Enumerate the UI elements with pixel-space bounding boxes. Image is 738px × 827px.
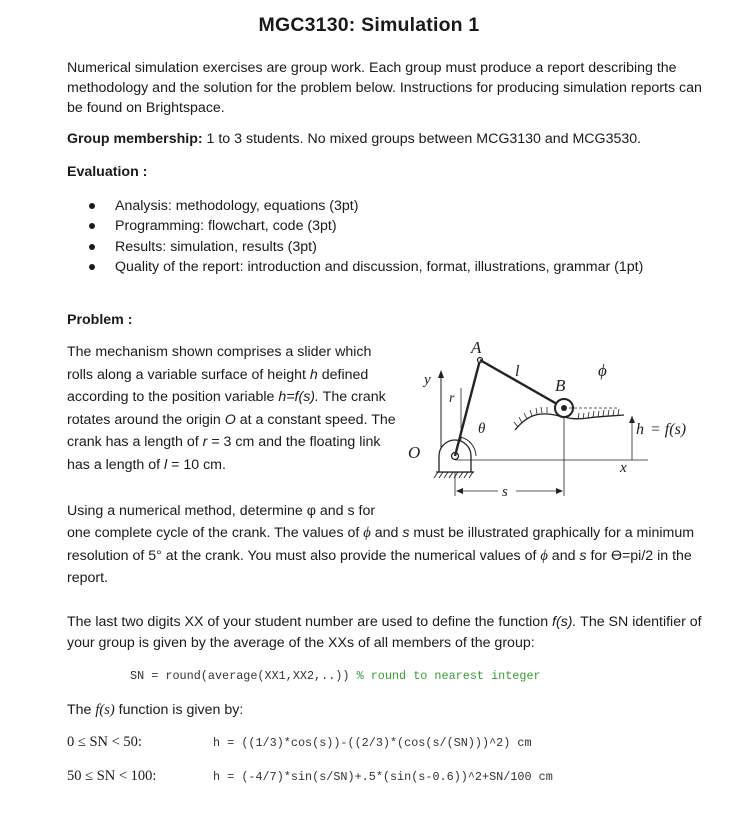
page-title: MGC3130: Simulation 1 (258, 14, 480, 36)
ground-hatching (434, 472, 473, 478)
label-y: y (424, 372, 431, 388)
solve-text-3: and (370, 525, 403, 542)
sn-text-2: The SN identifier of your group is given by the average of the XXs of all members of the group: (67, 614, 702, 651)
solve-var-s: s (402, 525, 410, 542)
solve-var-phi-2: ϕ (540, 547, 548, 564)
expression-2: h = (-4/7)*sin(s/SN)+.5*(sin(s-0.6))^2+SN/100 cm (213, 770, 553, 784)
problem-text-4: at a constant speed. The crank has a length of (67, 411, 396, 451)
sn-paragraph (67, 612, 707, 653)
problem-text-2: defined according to the position variable (67, 366, 369, 406)
solve-var-s-2: s (579, 547, 587, 564)
problem-var-O: O (224, 411, 236, 428)
sn-code: SN = round(average(XX1,XX2,..)) (130, 669, 350, 683)
problem-var-r: r (202, 434, 208, 451)
solve-paragraph (67, 500, 707, 590)
evaluation-list (67, 196, 717, 277)
problem-paragraph (67, 341, 397, 477)
problem-heading: Problem : (67, 312, 133, 328)
intro-paragraph: Numerical simulation exercises are group work. Each group must produce a report describing the methodology and the solution for the problem below. Instructions for producing simulation reports can be found on Brightspace. (67, 60, 702, 116)
label-O: O (408, 443, 421, 462)
function-intro-text-2: function is given by: (114, 702, 244, 718)
solve-text-1: Using a numerical method, determine φ and s for (67, 503, 376, 519)
condition-1: 0 ≤ SN < 50: (67, 734, 142, 750)
condition-2: 50 ≤ SN < 100: (67, 768, 157, 784)
sn-text-1: The last two digits XX of your student number are used to define the function (67, 614, 553, 630)
solve-text-5: and (547, 547, 580, 564)
label-h-fs: = f(s) (650, 421, 687, 438)
expression-1: h = ((1/3)*cos(s))-((2/3)*(cos(s/(SN)))^2) cm (213, 736, 532, 750)
label-theta: θ (478, 421, 486, 437)
label-h: h (636, 421, 644, 438)
label-s: s (502, 484, 508, 500)
problem-var-h: h (309, 366, 318, 383)
problem-text-1: The mechanism shown comprises a slider which rolls along a variable surface of height (67, 344, 372, 383)
s-arrow-left (456, 488, 463, 494)
membership-label: Group membership: (67, 131, 203, 147)
label-A: A (471, 338, 482, 357)
mechanism-diagram (398, 336, 708, 506)
solve-text-4: must be illustrated graphically for a minimum resolution of 5° at the crank. You must also provide the numerical values of (67, 525, 695, 564)
y-axis-arrow (438, 370, 444, 378)
sn-code-line (130, 669, 541, 683)
evaluation-heading: Evaluation : (67, 164, 148, 180)
solve-text-2: one complete cycle of the crank. The values of (67, 525, 364, 542)
sn-code-comment: % round to nearest integer (356, 669, 541, 683)
membership-text: 1 to 3 students. No mixed groups between MCG3130 and MCG3530. (202, 131, 642, 147)
h-arrow (629, 416, 635, 423)
floating-link (480, 360, 564, 408)
function-intro-fs: f(s) (95, 702, 115, 718)
function-intro-text-1: The (67, 702, 96, 718)
function-intro (67, 700, 707, 720)
problem-text-3: The crank rotates around the origin (67, 389, 386, 428)
solve-var-phi: ϕ (363, 525, 371, 542)
label-r: r (449, 391, 455, 406)
list-item: Results: simulation, results (3pt) (67, 237, 717, 257)
problem-text-5: = 3 cm and the floating link has a length of (67, 434, 381, 473)
crank-link (455, 360, 480, 456)
problem-var-l: l (164, 456, 168, 473)
label-B: B (555, 376, 566, 395)
problem-text-6: = 10 cm. (167, 456, 226, 473)
label-x: x (620, 460, 627, 476)
label-l: l (515, 363, 520, 380)
problem-eq-hfs: h=f(s). (278, 389, 319, 406)
list-item: Analysis: methodology, equations (3pt) (67, 196, 717, 216)
solve-text-6: for ϴ=pi/2 in the report. (67, 547, 692, 587)
label-phi: ϕ (598, 361, 607, 380)
sn-var-fs: f(s). (552, 614, 577, 630)
list-item: Programming: flowchart, code (3pt) (67, 216, 717, 236)
list-item: Quality of the report: introduction and discussion, format, illustrations, grammar (1pt) (67, 257, 717, 277)
membership-paragraph (67, 129, 707, 149)
s-arrow-right (556, 488, 563, 494)
